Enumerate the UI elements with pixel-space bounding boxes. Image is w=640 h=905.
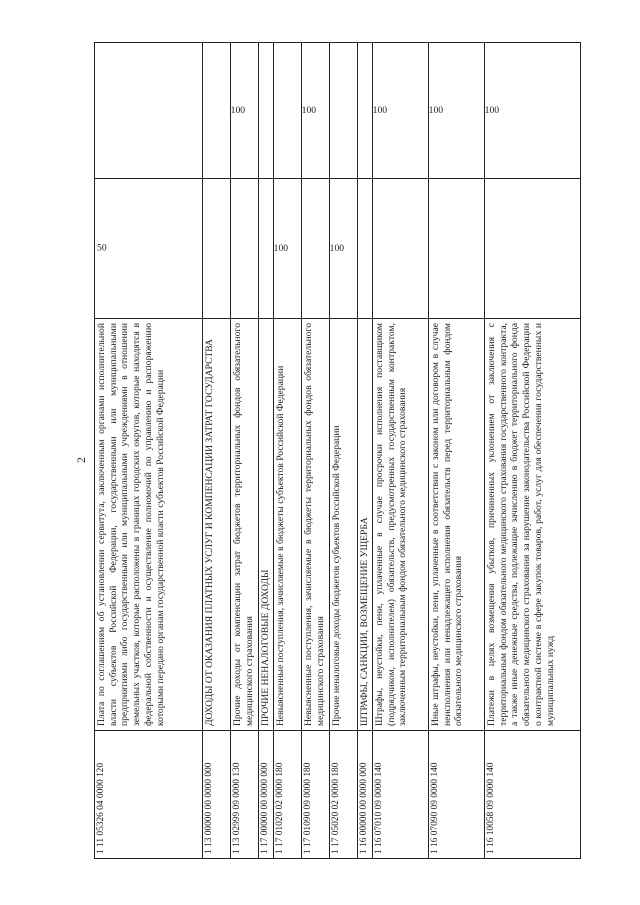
tfoms-budget-percent-cell: 100 — [231, 43, 259, 179]
revenue-name-cell: Прочие доходы от компенсации затрат бюджетов территориальных фондов обязательного медицинского страхования — [231, 319, 259, 731]
budget-code-cell: 1 16 07090 09 0000 140 — [429, 731, 485, 859]
budget-code-cell: 1 17 00000 00 0000 000 — [259, 731, 274, 859]
regional-budget-percent-cell — [203, 179, 231, 319]
document-page — [70, 35, 570, 865]
budget-code-cell: 1 13 00000 00 0000 000 — [203, 731, 231, 859]
table-row — [358, 43, 373, 859]
tfoms-budget-percent-cell — [203, 43, 231, 179]
regional-budget-percent-cell — [358, 179, 373, 319]
budget-code-cell: 1 16 07010 09 0000 140 — [373, 731, 429, 859]
regional-budget-percent-cell — [231, 179, 259, 319]
tfoms-budget-percent-cell — [259, 43, 274, 179]
tfoms-budget-percent-cell: 100 — [485, 43, 581, 179]
budget-code-cell: 1 16 00000 00 0000 000 — [358, 731, 373, 859]
regional-budget-percent-cell — [302, 179, 330, 319]
tfoms-budget-percent-cell — [274, 43, 302, 179]
budget-code-cell: 1 13 02999 09 0000 130 — [231, 731, 259, 859]
budget-code-cell: 1 16 10058 09 0000 140 — [485, 731, 581, 859]
tfoms-budget-percent-cell — [95, 43, 203, 179]
page-number: 2 — [74, 457, 88, 463]
regional-budget-percent-cell — [373, 179, 429, 319]
tfoms-budget-percent-cell — [330, 43, 358, 179]
table-row — [373, 43, 429, 859]
regional-budget-percent-cell — [485, 179, 581, 319]
revenue-name-cell: Иные штрафы, неустойки, пени, уплаченные в соответствии с законом или договором в случае неисполнения или ненадлежащего исполнения обязательств перед территориальным фондом обязательного медицинского страхования — [429, 319, 485, 731]
tfoms-budget-percent-cell — [358, 43, 373, 179]
regional-budget-percent-cell — [429, 179, 485, 319]
budget-code-cell: 1 17 01020 02 0000 180 — [274, 731, 302, 859]
revenue-name-cell: ПРОЧИЕ НЕНАЛОГОВЫЕ ДОХОДЫ — [259, 319, 274, 731]
regional-budget-percent-cell — [259, 179, 274, 319]
tfoms-budget-percent-cell: 100 — [429, 43, 485, 179]
revenue-name-cell: ШТРАФЫ, САНКЦИИ, ВОЗМЕЩЕНИЕ УЩЕРБА — [358, 319, 373, 731]
revenue-name-cell: Плата по соглашениям об установлении сервитута, заключенным органами исполнительной власти субъектов Российской Федерации, государственными или муниципальными предприятиями либо государственными или муниципальными учреждениями в отношении земельных участков, которые расположены в границах городских округов, которые находятся в федеральной собственности и осуществление полномочий по управлению и распоряжению которыми передано органам государственной власти субъектов Российской Федерации — [95, 319, 203, 731]
revenue-name-cell: Платежи в целях возмещения убытков, причиненных уклонением от заключения с территориальным фондом обязательного медицинского страхования государственного контракта, а также иные денежные средства, подлежащие зачислению в бюджет территориального фонда обязательного медицинского страхования за нарушение законодательства Российской Федерации о контрактной системе в сфере закупок товаров, работ, услуг для обеспечения государственных и муниципальных нужд — [485, 319, 581, 731]
revenue-name-cell: ДОХОДЫ ОТ ОКАЗАНИЯ ПЛАТНЫХ УСЛУГ И КОМПЕНСАЦИИ ЗАТРАТ ГОСУДАРСТВА — [203, 319, 231, 731]
table-row — [429, 43, 485, 859]
table-row — [485, 43, 581, 859]
revenue-name-cell: Штрафы, неустойки, пени, уплаченные в случае просрочки исполнения поставщиком (подрядчиком, исполнителем) обязательств, предусмотренных государственным контрактом, заключенным территориальным фондом обязательного медицинского страхования — [373, 319, 429, 731]
regional-budget-percent-cell: 100 — [330, 179, 358, 319]
budget-code-cell: 1 17 01090 09 0000 180 — [302, 731, 330, 859]
budget-code-cell: 1 17 05020 02 0000 180 — [330, 731, 358, 859]
regional-budget-percent-cell: 100 — [274, 179, 302, 319]
table-row — [302, 43, 330, 859]
tfoms-budget-percent-cell: 100 — [373, 43, 429, 179]
table-row — [231, 43, 259, 859]
table-row — [259, 43, 274, 859]
tfoms-budget-percent-cell: 100 — [302, 43, 330, 179]
regional-budget-percent-cell: 50 — [95, 179, 203, 319]
revenue-name-cell: Невыясненные поступления, зачисляемые в бюджеты субъектов Российской Федерации — [274, 319, 302, 731]
table-row — [95, 43, 203, 859]
revenue-name-cell: Прочие неналоговые доходы бюджетов субъектов Российской Федерации — [330, 319, 358, 731]
budget-code-cell: 1 11 05326 04 0000 120 — [95, 731, 203, 859]
revenue-name-cell: Невыясненные поступления, зачисляемые в бюджеты территориальных фондов обязательного медицинского страхования — [302, 319, 330, 731]
table-row — [274, 43, 302, 859]
revenue-classification-table — [94, 42, 581, 859]
table-row — [203, 43, 231, 859]
table-row — [330, 43, 358, 859]
